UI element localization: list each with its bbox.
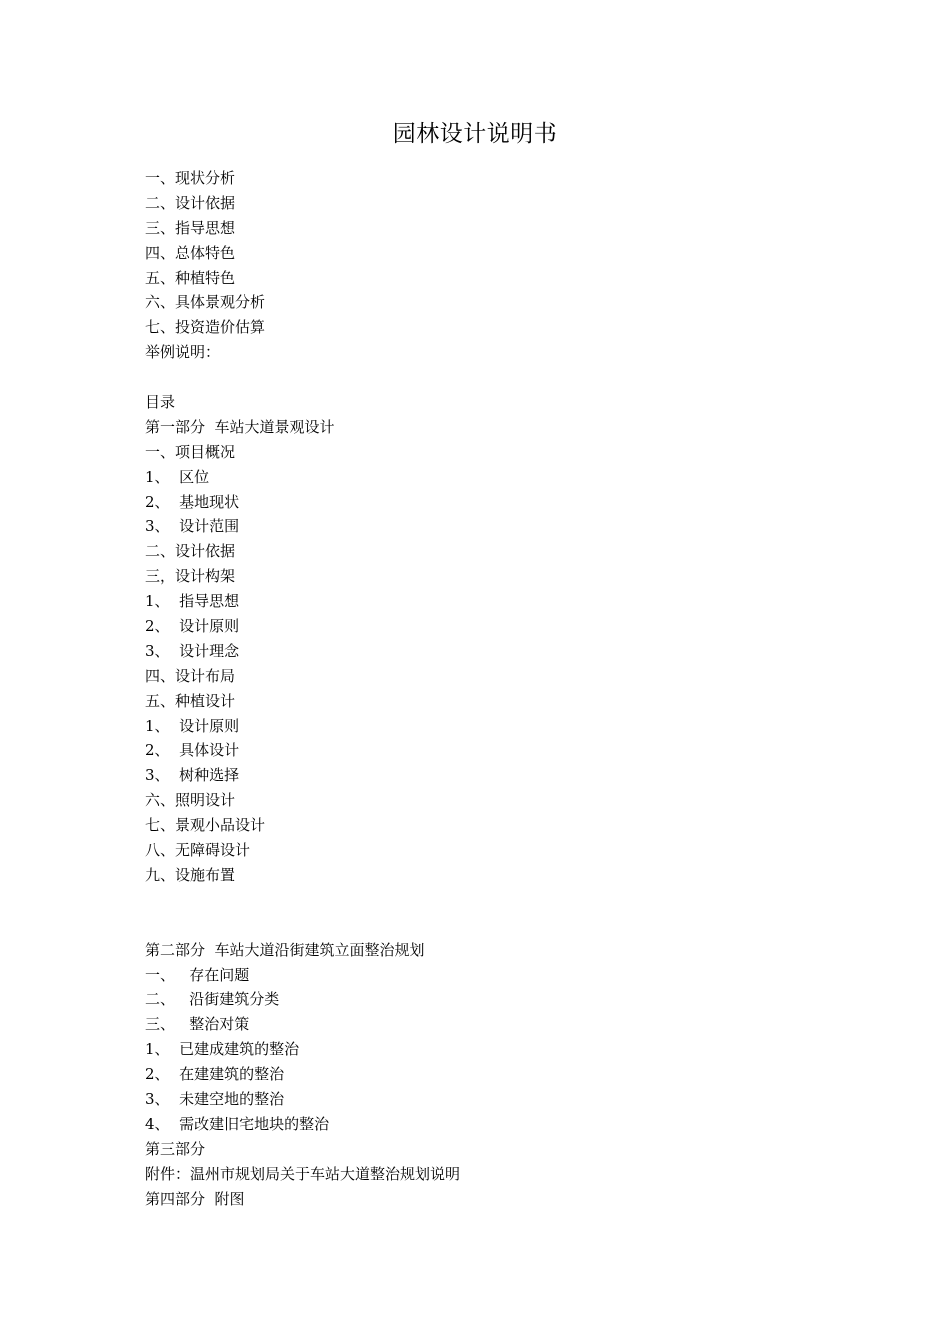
part-two-section [145,938,845,1137]
toc-item: 2、 设计原则 [145,617,240,636]
outline-list [145,166,845,365]
part-three-heading: 第三部分 [145,1139,206,1158]
example-label: 举例说明： [145,343,221,362]
document-title: 园林设计说明书 [392,121,558,147]
toc-item: 二、设计依据 [145,542,236,561]
toc-item: 2、 基地现状 [145,492,240,511]
outline-item: 二、设计依据 [145,193,236,212]
attachment-item: 附件：温州市规划局关于车站大道整治规划说明 [145,1164,461,1183]
toc-item: 四、设计布局 [145,666,236,685]
toc-item: 九、设施布置 [145,865,236,884]
toc-item: 1、 已建成建筑的整治 [145,1040,300,1059]
toc-item: 3、 未建空地的整治 [145,1089,285,1108]
toc-item: 1、 指导思想 [145,592,240,611]
blank-line [145,365,845,390]
toc-item: 一、 存在问题 [145,965,250,984]
toc-item: 八、无障碍设计 [145,841,251,860]
outline-item: 五、种植特色 [145,268,236,287]
outline-item: 七、投资造价估算 [145,318,266,337]
toc-item: 五、种植设计 [145,691,236,710]
toc-item: 2、 具体设计 [145,741,240,760]
toc-item: 1、 区位 [145,467,210,486]
part-one-heading: 第一部分 车站大道景观设计 [145,417,335,436]
toc-item: 2、 在建建筑的整治 [145,1065,285,1084]
part-two-heading: 第二部分 车站大道沿街建筑立面整治规划 [145,940,425,959]
toc-item: 三，设计构架 [145,567,236,586]
part-three-section [145,1137,845,1187]
toc-item: 二、 沿街建筑分类 [145,990,280,1009]
document-body [145,166,845,1211]
toc-item: 1、 设计原则 [145,716,240,735]
toc-heading: 目录 [145,393,176,412]
toc-item: 3、 设计理念 [145,641,240,660]
toc-item: 一、项目概况 [145,442,236,461]
toc-item: 六、照明设计 [145,791,236,810]
blank-gap [145,888,845,938]
outline-item: 一、现状分析 [145,169,236,187]
part-four-section [145,1187,845,1212]
part-four-heading: 第四部分 附图 [145,1189,245,1208]
outline-item: 三、指导思想 [145,218,236,237]
part-one-section [145,415,845,888]
toc-item: 3、 设计范围 [145,517,240,536]
toc-item: 三、 整治对策 [145,1015,250,1034]
outline-item: 六、具体景观分析 [145,293,266,312]
toc-item: 七、景观小品设计 [145,816,266,835]
toc-item: 4、 需改建旧宅地块的整治 [145,1114,330,1133]
outline-item: 四、总体特色 [145,243,236,262]
toc-item: 3、 树种选择 [145,766,240,785]
